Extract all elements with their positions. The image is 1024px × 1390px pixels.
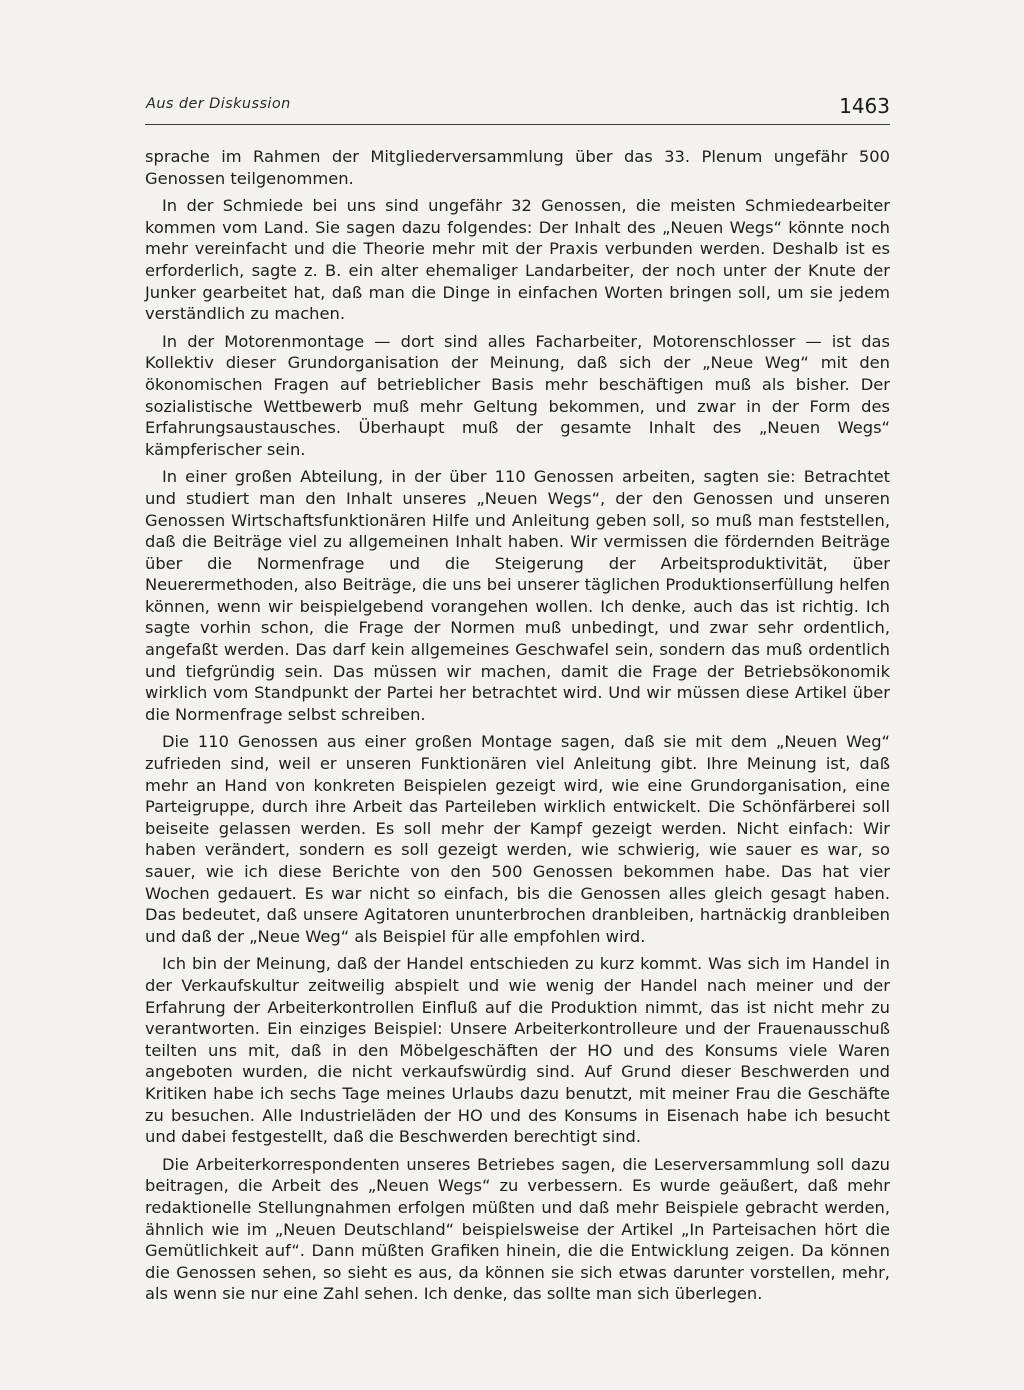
running-title: Aus der Diskussion <box>146 96 291 112</box>
paragraph: In der Motorenmontage — dort sind alles Facharbeiter, Motorenschlosser — ist das Kollektiv dieser Grundorganisation der Meinung, daß sich der „Neue Weg“ mit den ökonomischen Fragen auf betrieblicher Basis mehr beschäftigen muß als bisher. Der sozialistische Wettbewerb muß mehr Geltung bekommen, und zwar in der Form des Erfahrungsaustausches. Überhaupt muß der gesamte Inhalt des „Neuen Wegs“ kämpferischer sein. <box>145 331 890 459</box>
paragraph: Die 110 Genossen aus einer großen Montage sagen, daß sie mit dem „Neuen Weg“ zufrieden sind, weil er unseren Funktionären viel Anleitung gibt. Ihre Meinung ist, daß mehr an Hand von konkreten Beispielen gezeigt wird, wie eine Grundorganisation, eine Parteigruppe, durch ihre Arbeit das Parteileben wirklich entwickelt. Die Schönfärberei soll beiseite gelassen werden. Es soll mehr der Kampf gezeigt werden. Nicht einfach: Wir haben verändert, sondern es soll gezeigt werden, wie schwierig, wie sauer es war, so sauer, wie ich diese Berichte von den 500 Genossen bekommen habe. Das hat vier Wochen gedauert. Es war nicht so einfach, bis die Genossen alles gleich gesagt haben. Das bedeutet, daß unsere Agitatoren ununterbrochen dranbleiben, hartnäckig dranbleiben und daß der „Neue Weg“ als Beispiel für alle empfohlen wird. <box>145 732 890 946</box>
body-text <box>145 146 890 1311</box>
paragraph: Ich bin der Meinung, daß der Handel entschieden zu kurz kommt. Was sich im Handel in der Verkaufskultur zeitweilig abspielt und wie wenig der Handel nach meiner und der Erfahrung der Arbeiterkontrollen Einfluß auf die Produktion nimmt, das ist nicht mehr zu verantworten. Ein einziges Beispiel: Unsere Arbeiterkontrolleure und der Frauenausschuß teilten uns mit, daß in den Möbelgeschäften der HO und des Konsums viele Waren angeboten wurden, die nicht verkaufswürdig sind. Auf Grund dieser Beschwerden und Kritiken habe ich sechs Tage meines Urlaubs dazu benutzt, mit meiner Frau die Geschäfte zu besuchen. Alle Industrieläden der HO und des Konsums in Eisenach habe ich besucht und dabei festgestellt, daß die Beschwerden berechtigt sind. <box>145 954 890 1147</box>
page-number: 1463 <box>839 94 890 118</box>
paragraph-continuation: sprache im Rahmen der Mitgliederversammlung über das 33. Plenum ungefähr 500 Genossen teilgenommen. <box>145 147 890 188</box>
paragraph: In der Schmiede bei uns sind ungefähr 32 Genossen, die meisten Schmiedearbeiter kommen vom Land. Sie sagen dazu folgendes: Der Inhalt des „Neuen Wegs“ könnte noch mehr vereinfacht und die Theorie mehr mit der Praxis verbunden werden. Deshalb ist es erforderlich, sagte z. B. ein alter ehemaliger Landarbeiter, der noch unter der Knute der Junker gearbeitet hat, daß man die Dinge in einfachen Worten bringen soll, um sie jedem verständlich zu machen. <box>145 196 890 324</box>
paragraph: Die Arbeiterkorrespondenten unseres Betriebes sagen, die Leserversammlung soll dazu beitragen, die Arbeit des „Neuen Wegs“ zu verbessern. Es wurde geäußert, daß mehr redaktionelle Stellungnahmen erfolgen müßten und daß mehr Beispiele gebracht werden, ähnlich wie im „Neuen Deutschland“ beispielsweise der Artikel „In Parteisachen hört die Gemütlichkeit auf“. Dann müßten Grafiken hinein, die die Entwicklung zeigen. Da können die Genossen sehen, so sieht es aus, da können sie sich etwas darunter vorstellen, mehr, als wenn sie nur eine Zahl sehen. Ich denke, das sollte man sich überlegen. <box>145 1154 890 1304</box>
header-rule <box>145 124 890 125</box>
paragraph: In einer großen Abteilung, in der über 110 Genossen arbeiten, sagten sie: Betrachtet und studiert man den Inhalt unseres „Neuen Wegs“, der den Genossen und unseren Genossen Wirtschaftsfunktionären Hilfe und Anleitung geben soll, so muß man feststellen, daß die Beiträge viel zu allgemeinen Inhalt haben. Wir vermissen die fördernden Beiträge über die Normenfrage und die Steigerung der Arbeitsproduktivität, über Neuerermethoden, also Beiträge, die uns bei unserer täglichen Produktionserfüllung helfen können, wenn wir beispielgebend vorangehen wollen. Ich denke, auch das ist richtig. Ich sagte vorhin schon, die Frage der Normen muß unbedingt, und zwar sehr ordentlich, angefaßt werden. Das darf kein allgemeines Geschwafel sein, sondern das muß ordentlich und tiefgründig sein. Das müssen wir machen, damit die Frage der Betriebsökonomik wirklich vom Standpunkt der Partei her betrachtet wird. Und wir müssen diese Artikel über die Normenfrage selbst schreiben. <box>145 467 890 724</box>
